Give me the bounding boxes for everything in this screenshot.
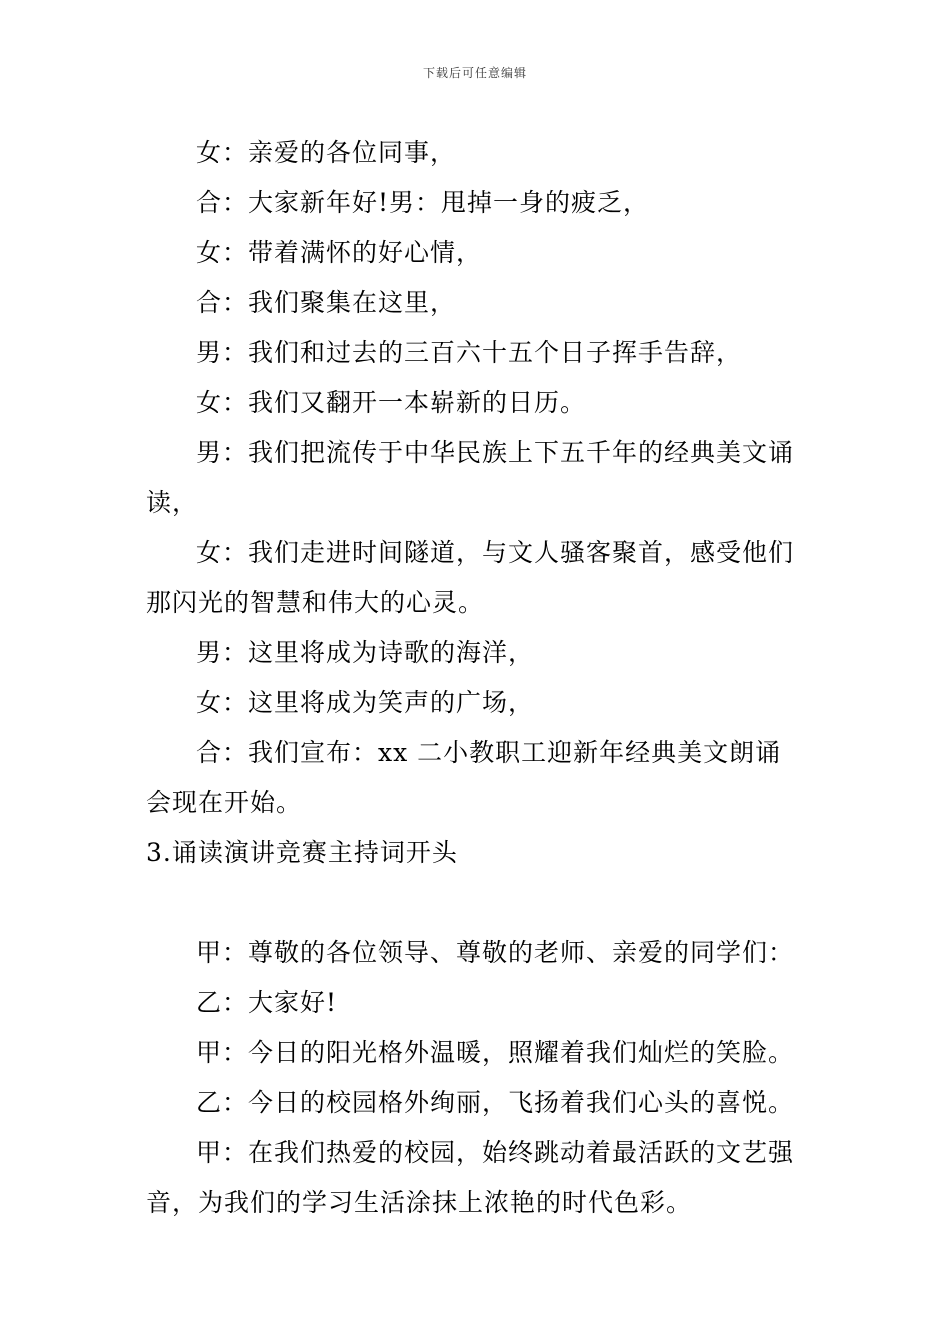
paragraph: 女：带着满怀的好心情， <box>196 238 483 267</box>
paragraph: 合：我们宣布：xx 二小教职工迎新年经典美文朗诵会现在开始。 <box>146 738 782 817</box>
paragraph: 男：这里将成为诗歌的海洋， <box>196 638 535 667</box>
paragraph: 女：这里将成为笑声的广场， <box>196 688 535 717</box>
paragraph: 女：亲爱的各位同事， <box>196 138 457 167</box>
section-heading: 3.诵读演讲竞赛主持词开头 <box>146 838 458 867</box>
paragraph: 男：我们和过去的三百六十五个日子挥手告辞， <box>196 338 743 367</box>
paragraph: 女：我们又翻开一本崭新的日历。 <box>196 388 587 417</box>
paragraph: 甲：在我们热爱的校园，始终跳动着最活跃的文艺强音，为我们的学习生活涂抹上浓艳的时代色彩。 <box>146 1138 795 1217</box>
paragraph: 女：我们走进时间隧道，与文人骚客聚首，感受他们那闪光的智慧和伟大的心灵。 <box>146 538 795 617</box>
page-header: 下载后可任意编辑 <box>422 66 527 80</box>
paragraph: 甲：今日的阳光格外温暖，照耀着我们灿烂的笑脸。 <box>196 1038 795 1067</box>
paragraph: 甲：尊敬的各位领导、尊敬的老师、亲爱的同学们： <box>196 938 795 967</box>
paragraph: 乙：大家好! <box>196 988 338 1017</box>
paragraph: 合：大家新年好!男：甩掉一身的疲乏， <box>196 188 650 217</box>
paragraph: 乙：今日的校园格外绚丽，飞扬着我们心头的喜悦。 <box>196 1088 795 1117</box>
spacer <box>146 878 806 928</box>
document-body <box>146 128 806 1228</box>
paragraph: 男：我们把流传于中华民族上下五千年的经典美文诵读， <box>146 438 795 517</box>
paragraph: 合：我们聚集在这里， <box>196 288 457 317</box>
